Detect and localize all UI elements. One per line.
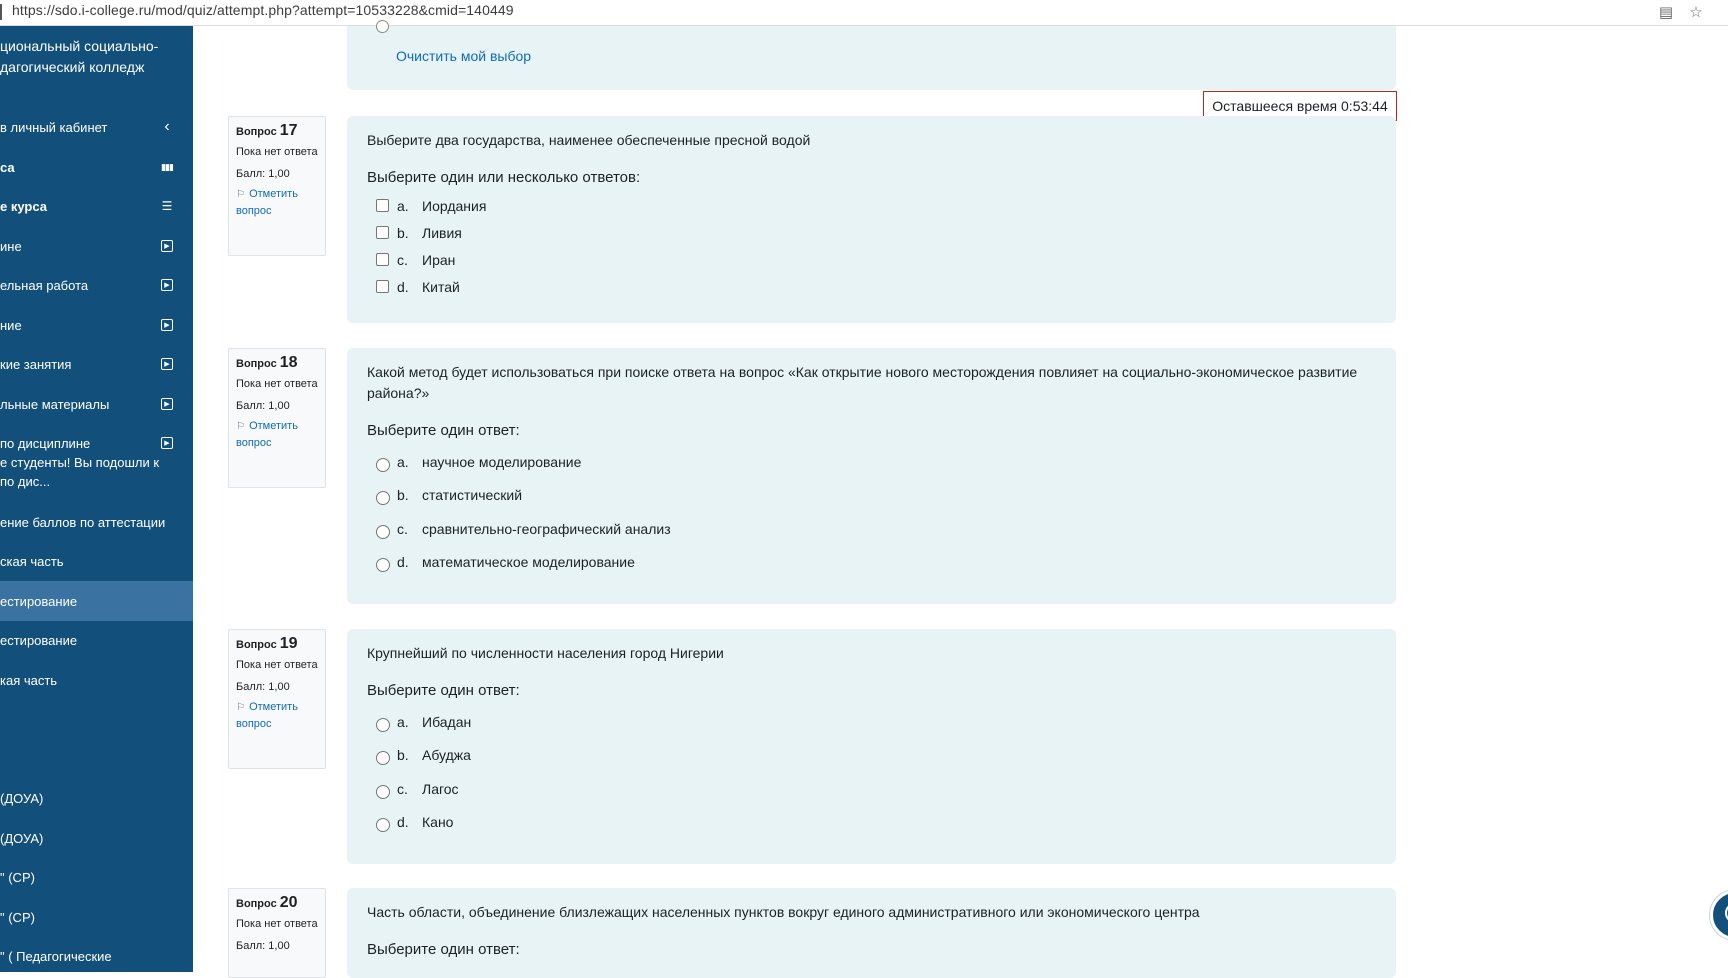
answer-option[interactable] [367,246,1376,273]
answer-radio[interactable] [376,458,390,472]
flag-question-link[interactable] [236,699,318,732]
answer-checkbox[interactable] [376,226,389,239]
sidebar-item-sr-2[interactable] [0,897,193,937]
sidebar-site-title[interactable] [0,36,180,78]
question-number [236,355,318,372]
question-16-tail [347,26,1396,90]
sidebar-item-label: кие занятия [0,356,72,372]
sidebar-item-label: " ( Педагогические [0,948,112,964]
question-text: Какой метод будет использоваться при поиске ответа на вопрос «Как открытие нового месторождения повлияет на социально-экономическое развитие района?» [367,364,1358,401]
answer-option[interactable] [367,739,1376,773]
sidebar-item-section-4[interactable] [0,344,193,384]
reader-mode-icon[interactable]: ▤ [1658,4,1674,21]
expand-icon[interactable]: ▶ [161,398,173,410]
answer-prompt: Выберите один ответ: [367,422,520,439]
star-icon[interactable]: ☆ [1689,4,1703,21]
answer-text: Абуджа [422,747,471,764]
question-info-18 [228,348,326,488]
answer-prompt: Выберите один ответ: [367,682,520,699]
expand-icon[interactable]: ▶ [161,240,173,252]
answer-radio[interactable] [376,785,390,799]
flag-icon: ⚐ [236,421,245,432]
answer-text: Иордания [422,197,487,214]
quiz-main [193,26,1728,972]
answer-radio[interactable] [376,525,390,539]
question-card-19 [347,629,1396,864]
question-text: Выберите два государства, наименее обеспеченные пресной водой [367,132,811,148]
sidebar-item-theory[interactable] [0,541,193,581]
answer-option[interactable] [367,806,1376,840]
expand-icon[interactable]: ▶ [161,437,173,449]
flag-label: Отметить вопрос [236,701,298,730]
sidebar-item-label: ельная работа [0,277,89,293]
question-state: Пока нет ответа [236,378,318,390]
sidebar-item-pedagogical[interactable] [0,936,193,972]
answer-text: научное моделирование [422,453,582,470]
answer-letter: b. [397,487,409,504]
question-grade: Балл: 1,00 [236,168,290,180]
sidebar-item-doua-2[interactable] [0,818,193,858]
answer-letter: c. [397,520,408,537]
question-grade: Балл: 1,00 [236,940,290,952]
sidebar-item-section-3[interactable] [0,305,193,345]
question-info-17 [228,116,326,256]
bar-chart-icon: ▮▮▮ [161,162,173,172]
answer-option[interactable] [367,546,1376,580]
answer-radio[interactable] [376,818,390,832]
question-number-value: 17 [279,122,298,139]
sidebar-item-grades[interactable] [0,502,193,542]
question-card-20 [347,888,1396,978]
sidebar-title-line: циональный социально- [0,38,159,54]
sidebar-item-testing[interactable] [0,620,193,660]
question-state: Пока нет ответа [236,659,318,671]
question-state: Пока нет ответа [236,146,318,158]
answer-letter: c. [397,780,408,797]
question-text: Часть области, объединение близлежащих населенных пунктов вокруг единого административного или экономического центра [367,904,1200,920]
sidebar-item-practice[interactable] [0,660,193,700]
answer-option[interactable] [367,705,1376,739]
answer-option[interactable] [367,219,1376,246]
answer-prompt: Выберите один ответ: [367,941,520,958]
question-label: Вопрос [236,126,277,138]
expand-icon[interactable]: ▶ [161,279,173,291]
answer-letter: a. [397,453,409,470]
sidebar-item-label: ение баллов по аттестации [0,514,166,530]
answer-prompt: Выберите один или несколько ответов: [367,169,641,186]
question-number-value: 19 [279,635,298,652]
sidebar-item-label: е курса [0,198,47,214]
flag-icon: ⚐ [236,189,245,200]
question-info-19 [228,629,326,769]
question-number [236,636,318,653]
sidebar-item-label: е студенты! Вы подошли к [0,455,160,470]
answer-radio[interactable] [376,20,389,33]
answer-radio[interactable] [376,491,390,505]
answer-letter: b. [397,224,409,241]
question-number [236,123,318,140]
clear-choice-link[interactable]: Очистить мой выбор [396,48,532,64]
answer-option[interactable] [367,445,1376,479]
course-sidebar [0,26,193,972]
question-number-value: 18 [279,354,298,371]
answer-radio[interactable] [376,751,390,765]
quiz-timer: Оставшееся время 0:53:44 [1203,91,1397,121]
question-state: Пока нет ответа [236,918,318,930]
answer-letter: a. [397,197,409,214]
answer-text: статистический [422,487,523,504]
browser-address-bar [0,0,1728,26]
answer-checkbox[interactable] [376,199,389,212]
sidebar-item-label: в личный кабинет [0,119,108,135]
question-label: Вопрос [236,639,277,651]
sidebar-item-section-1[interactable] [0,226,193,266]
sidebar-item-label: " (СР) [0,909,35,925]
answer-letter: d. [397,814,409,831]
sidebar-item-course-content[interactable] [0,186,193,226]
sidebar-item-label: ние [0,317,22,333]
sidebar-title-line: дагогический колледж [0,59,145,75]
sidebar-item-section-2[interactable] [0,265,193,305]
answer-letter: d. [397,278,409,295]
sidebar-item-course[interactable] [0,147,193,187]
sidebar-item-label: (ДОУА) [0,830,44,846]
question-label: Вопрос [236,898,277,910]
flag-question-link[interactable] [236,418,318,451]
answer-text: Китай [422,278,460,295]
question-grade: Балл: 1,00 [236,400,290,412]
list-icon: ☰ [161,199,173,213]
question-card-18 [347,348,1396,604]
flag-icon: ⚐ [236,702,245,713]
expand-icon[interactable]: ▶ [161,319,173,331]
answer-option[interactable] [367,512,1376,546]
sidebar-item-label: (ДОУА) [0,790,44,806]
answer-text: Ибадан [422,713,472,730]
sidebar-item-label: " (СР) [0,869,35,885]
answer-option[interactable] [367,192,1376,219]
question-grade: Балл: 1,00 [236,681,290,693]
answer-radio[interactable] [376,558,390,572]
answer-option[interactable] [367,273,1376,300]
answer-checkbox[interactable] [376,253,389,266]
answer-radio[interactable] [376,718,390,732]
answer-letter: a. [397,713,409,730]
answer-checkbox[interactable] [376,280,389,293]
sidebar-item-doua-1[interactable] [0,778,193,818]
answer-text: Кано [422,814,454,831]
question-card-17 [347,116,1396,323]
sidebar-item-label: ская часть [0,553,64,569]
address-bar-edge [0,4,4,20]
flag-label: Отметить вопрос [236,420,298,449]
url-text[interactable]: https://sdo.i-college.ru/mod/quiz/attempt.php?attempt=10533228&cmid=140449 [12,2,514,18]
answer-letter: b. [397,747,409,764]
sidebar-item-label: льные материалы [0,396,110,412]
sidebar-item-label: ине [0,238,22,254]
answer-text: Иран [422,251,456,268]
answer-option[interactable] [367,772,1376,806]
answer-letter: d. [397,554,409,571]
answer-letter: c. [397,251,408,268]
sidebar-item-sr-1[interactable] [0,857,193,897]
expand-icon[interactable]: ▶ [161,358,173,370]
question-number-value: 20 [279,894,298,911]
answer-text: сравнительно-географический анализ [422,520,671,537]
answer-text: математическое моделирование [422,554,635,571]
sidebar-item-announcement[interactable] [0,453,193,491]
sidebar-item-label: по дисциплине [0,435,91,451]
chevron-left-icon[interactable]: ‹ [164,118,170,135]
sidebar-item-label: по дис... [0,474,51,489]
question-info-20 [228,888,326,978]
sidebar-item-label: естирование [0,632,78,648]
question-number [236,895,318,912]
question-text: Крупнейший по численности населения город Нигерии [367,645,724,661]
sidebar-item-label: кая часть [0,672,58,688]
sidebar-item-label: са [0,159,15,175]
sidebar-item-dashboard[interactable] [0,107,193,147]
answer-text: Ливия [422,224,462,241]
answer-text: Лагос [422,780,459,797]
flag-label: Отметить вопрос [236,188,298,217]
question-label: Вопрос [236,358,277,370]
sidebar-item-label: естирование [0,593,78,609]
sidebar-item-testing-active[interactable] [0,581,193,621]
flag-question-link[interactable] [236,186,318,219]
sidebar-item-section-5[interactable] [0,384,193,424]
answer-option[interactable] [367,479,1376,513]
